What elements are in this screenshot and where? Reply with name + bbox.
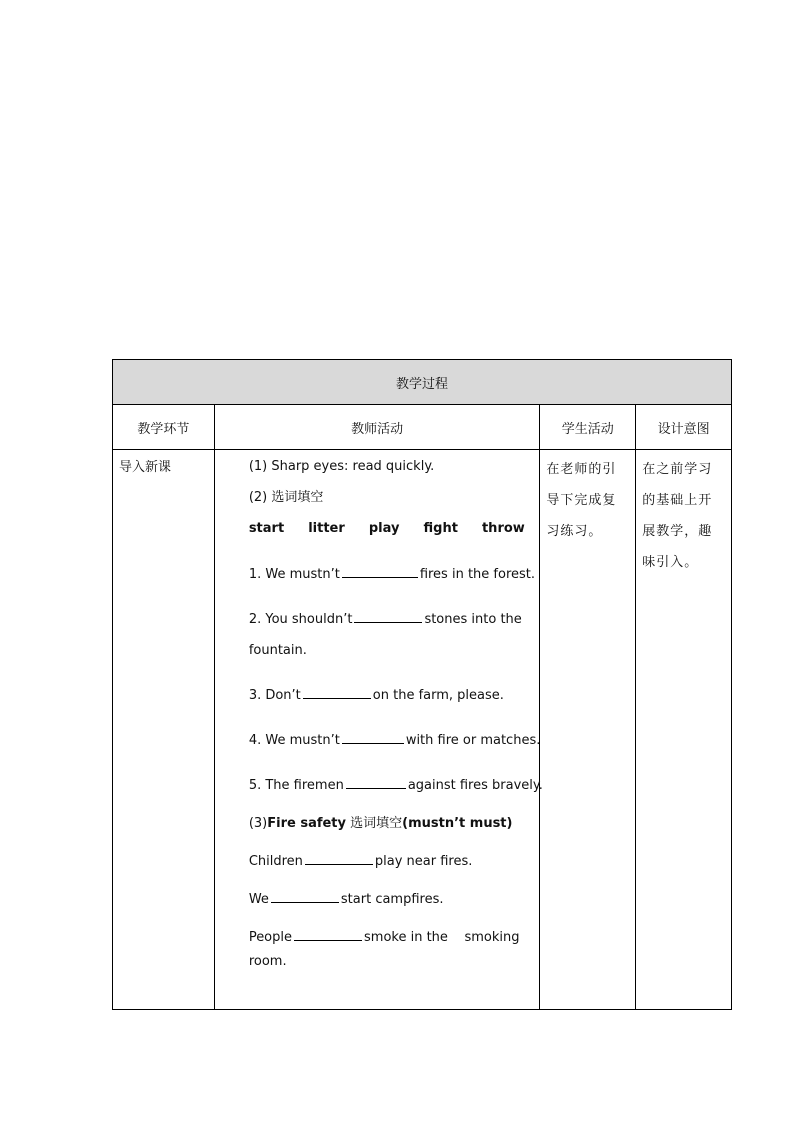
task-1-heading: (1) Sharp eyes: read quickly. (248, 459, 435, 474)
blank-4 (342, 731, 404, 744)
word-bank (249, 520, 525, 538)
blank-5 (346, 776, 406, 789)
word-throw: throw (481, 521, 525, 536)
sentence-3: 3. Don’t on the farm, please. (248, 688, 504, 703)
word-start: start (248, 521, 285, 536)
task-2-heading: (2) 选词填空 (248, 490, 324, 505)
sentence-5: 5. The firemen against fires bravely. (248, 778, 543, 793)
table-title: 教学过程 (113, 360, 732, 405)
safety-sentence-2: We start campfires. (248, 892, 444, 907)
student-activity-cell: 在老师的引导下完成复习练习。 (540, 450, 636, 1010)
blank-6 (305, 852, 373, 865)
header-student-activity: 学生活动 (540, 405, 636, 450)
blank-8 (294, 928, 362, 941)
header-design-intent: 设计意图 (636, 405, 732, 450)
blank-2 (354, 610, 422, 623)
teacher-activity-cell (214, 450, 543, 1010)
design-intent-cell: 在之前学习的基础上开展教学，趣味引入。 (636, 450, 732, 1010)
sentence-4: 4. We mustn’t with fire or matches. (248, 733, 541, 748)
word-play: play (368, 521, 400, 536)
word-litter: litter (308, 521, 345, 536)
blank-1 (342, 565, 418, 578)
header-stage: 教学环节 (113, 405, 215, 450)
task-3-heading: (3)Fire safety 选词填空(mustn’t must) (248, 816, 513, 831)
safety-sentence-3-continued: room. (248, 954, 287, 969)
word-fight: fight (423, 521, 458, 536)
sentence-2: 2. You shouldn’t stones into the (248, 612, 522, 627)
sentence-2-continued: fountain. (248, 643, 307, 658)
header-teacher-activity: 教师活动 (214, 405, 540, 450)
blank-7 (271, 890, 339, 903)
stage-cell: 导入新课 (113, 450, 215, 1010)
safety-sentence-1: Children play near fires. (248, 854, 473, 869)
blank-3 (303, 686, 371, 699)
safety-sentence-3: People smoke in the smoking (248, 930, 520, 945)
sentence-1: 1. We mustn’t fires in the forest. (248, 567, 536, 582)
teaching-process-table (112, 359, 732, 1010)
